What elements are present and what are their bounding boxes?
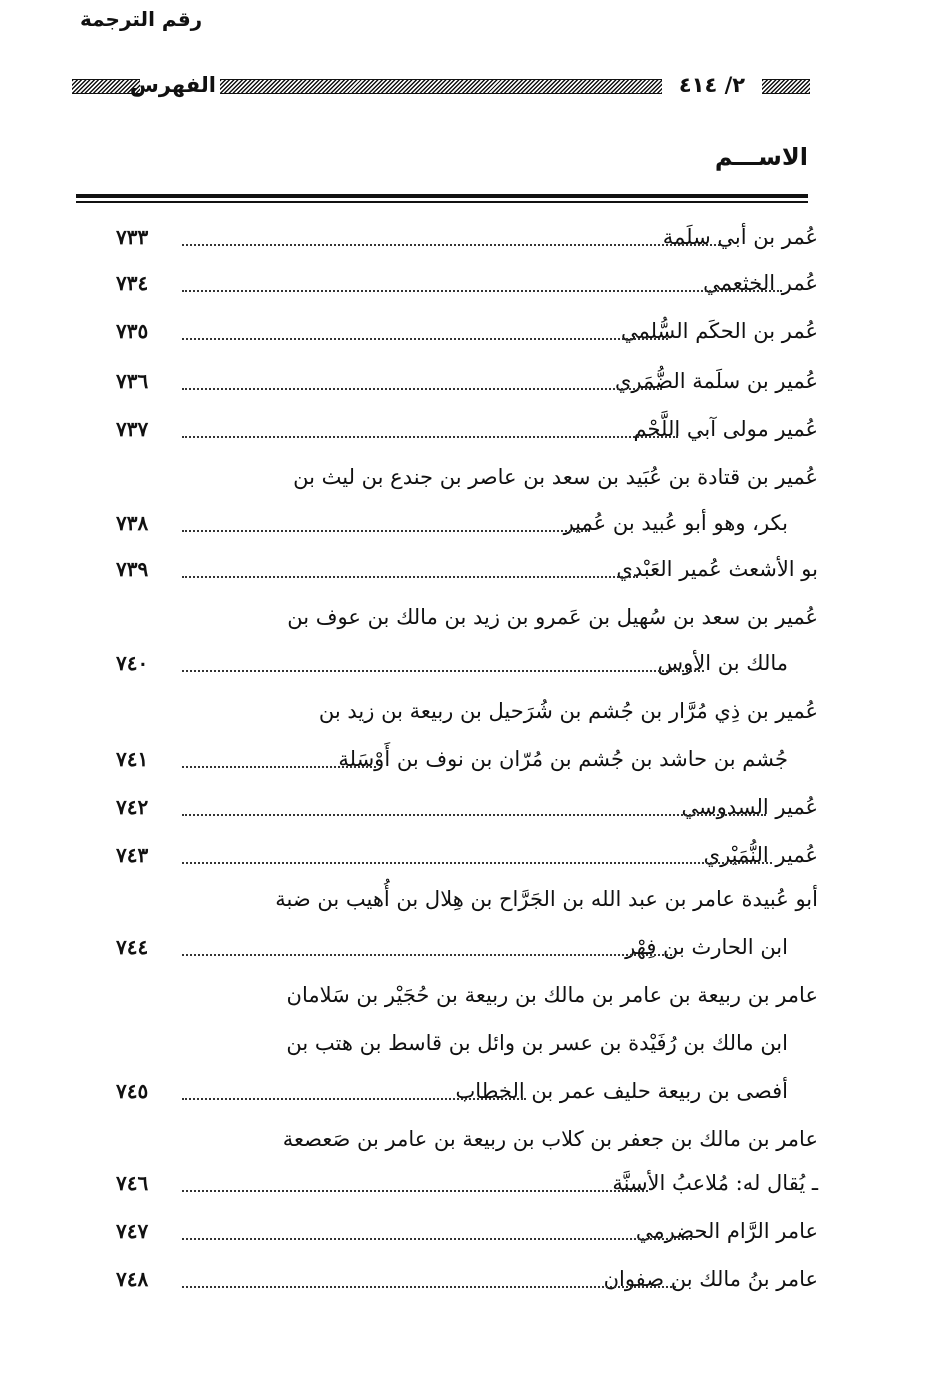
leader-dots (182, 338, 668, 340)
entry-name: عُمير بن سلَمة الضُّمَري (614, 369, 818, 393)
index-entry (80, 264, 818, 304)
index-entry (80, 410, 818, 450)
entry-name: عُمير بن قتادة بن عُبَيد بن سعد بن عاصر بن جندع بن ليث بن (293, 465, 818, 489)
leader-dots (182, 954, 676, 956)
entry-number: ٧٣٣ (116, 225, 149, 249)
entry-name: ـ يُقال له: مُلاعبُ الأسنَّة (612, 1171, 818, 1195)
entry-number: ٧٣٥ (116, 319, 149, 343)
entry-number: ٧٤٦ (116, 1171, 149, 1195)
entry-number: ٧٤٢ (116, 795, 149, 819)
entry-number: ٧٣٦ (116, 369, 149, 393)
column-heading-number: رقم الترجمة (80, 7, 203, 31)
entry-number: ٧٤٨ (116, 1267, 149, 1291)
entry-name: عامر بنُ مالك بن صفوان (603, 1267, 818, 1291)
entry-number: ٧٤٣ (116, 843, 149, 867)
entry-number: ٧٤١ (116, 747, 149, 771)
index-entry (80, 504, 818, 544)
leader-dots (182, 576, 638, 578)
entry-number: ٧٣٨ (116, 511, 149, 535)
leader-dots (182, 436, 678, 438)
index-entry (80, 1024, 818, 1064)
index-entry (80, 598, 818, 638)
entry-name: عامر بن مالك بن جعفر بن كلاب بن ربيعة بن عامر بن صَعصعة (282, 1127, 818, 1151)
entry-name: عُمر بن الحكَم السُّلمي (620, 319, 818, 343)
header-ornament-right (762, 79, 810, 94)
entry-name: عُمير بن ذِي مُرَّار بن جُشم بن شُرَحيل بن ربيعة بن زيد بن (318, 699, 818, 723)
index-entry (80, 1212, 818, 1252)
leader-dots (182, 1190, 648, 1192)
entry-name: عامر بن ربيعة بن عامر بن مالك بن ربيعة بن حُجَيْر بن سَلامان (286, 983, 818, 1007)
entry-number: ٧٤٥ (116, 1079, 149, 1103)
leader-dots (182, 814, 766, 816)
entry-name-continuation: ابن مالك بن رُفَيْدة بن عسر بن وائل بن قاسط بن هتب بن (286, 1031, 788, 1055)
entry-number: ٧٣٩ (116, 557, 149, 581)
index-entry (80, 1260, 818, 1300)
entry-name: أبو عُبيدة عامر بن عبد الله بن الجَرَّاح بن هِلال بن أُهيب بن ضبة (275, 887, 818, 911)
column-heading-name: الاســـم (714, 143, 808, 171)
index-entry (80, 1072, 818, 1112)
entry-name: عُمر الخثعمي (703, 271, 818, 295)
index-entry (80, 312, 818, 352)
entry-number: ٧٣٤ (116, 271, 149, 295)
entry-number: ٧٤٧ (116, 1219, 149, 1243)
heading-rule-thin (76, 201, 808, 203)
index-entry (80, 880, 818, 920)
leader-dots (182, 862, 772, 864)
index-entry (80, 362, 818, 402)
leader-dots (182, 1238, 692, 1240)
entry-name-continuation: ابن الحارث بن فِهْر (625, 935, 788, 959)
entry-name: بو الأشعث عُمير العَبْدي (616, 557, 818, 581)
entry-name: عُمير النُّمَيْري (703, 843, 818, 867)
heading-rule-thick (76, 194, 808, 198)
index-entry (80, 692, 818, 732)
entry-number: ٧٤٠ (116, 651, 149, 675)
leader-dots (182, 766, 376, 768)
index-entry (80, 836, 818, 876)
entry-name-continuation: أفصى بن ربيعة حليف عمر بن الخطاب (455, 1079, 788, 1103)
entry-number: ٧٤٤ (116, 935, 149, 959)
entry-name-continuation: مالك بن الأوس (657, 651, 788, 675)
leader-dots (182, 388, 662, 390)
section-title: الفهرس (129, 73, 216, 97)
running-header (72, 74, 810, 98)
leader-dots (182, 244, 720, 246)
header-ornament-middle (220, 79, 662, 94)
index-entry (80, 1120, 818, 1160)
leader-dots (182, 1286, 676, 1288)
index-entry (80, 218, 818, 258)
index-entry (80, 458, 818, 498)
leader-dots (182, 1098, 526, 1100)
page-number: ٢/ ٤١٤ (678, 73, 746, 97)
entry-name-continuation: جُشم بن حاشد بن جُشم بن مُرّان بن نوف بن أَوْسَلة (338, 747, 788, 771)
index-entry (80, 976, 818, 1016)
entry-name: عُمير بن سعد بن سُهيل بن عَمرو بن زيد بن مالك بن عوف بن (287, 605, 818, 629)
entry-name: عُمير مولى آبي اللَّحْم (633, 417, 818, 441)
entry-name-continuation: بكر، وهو أبو عُبيد بن عُمير (563, 511, 788, 535)
entry-name: عُمير السدوسي (681, 795, 818, 819)
entry-name: عامر الرَّام الحضرمي (635, 1219, 818, 1243)
index-entry (80, 928, 818, 968)
entry-number: ٧٣٧ (116, 417, 149, 441)
index-entry (80, 644, 818, 684)
index-entry (80, 550, 818, 590)
index-entry (80, 788, 818, 828)
leader-dots (182, 530, 590, 532)
index-entry (80, 740, 818, 780)
entry-name: عُمر بن أبي سلَمة (662, 225, 818, 249)
leader-dots (182, 290, 782, 292)
index-entry (80, 1164, 818, 1204)
leader-dots (182, 670, 704, 672)
